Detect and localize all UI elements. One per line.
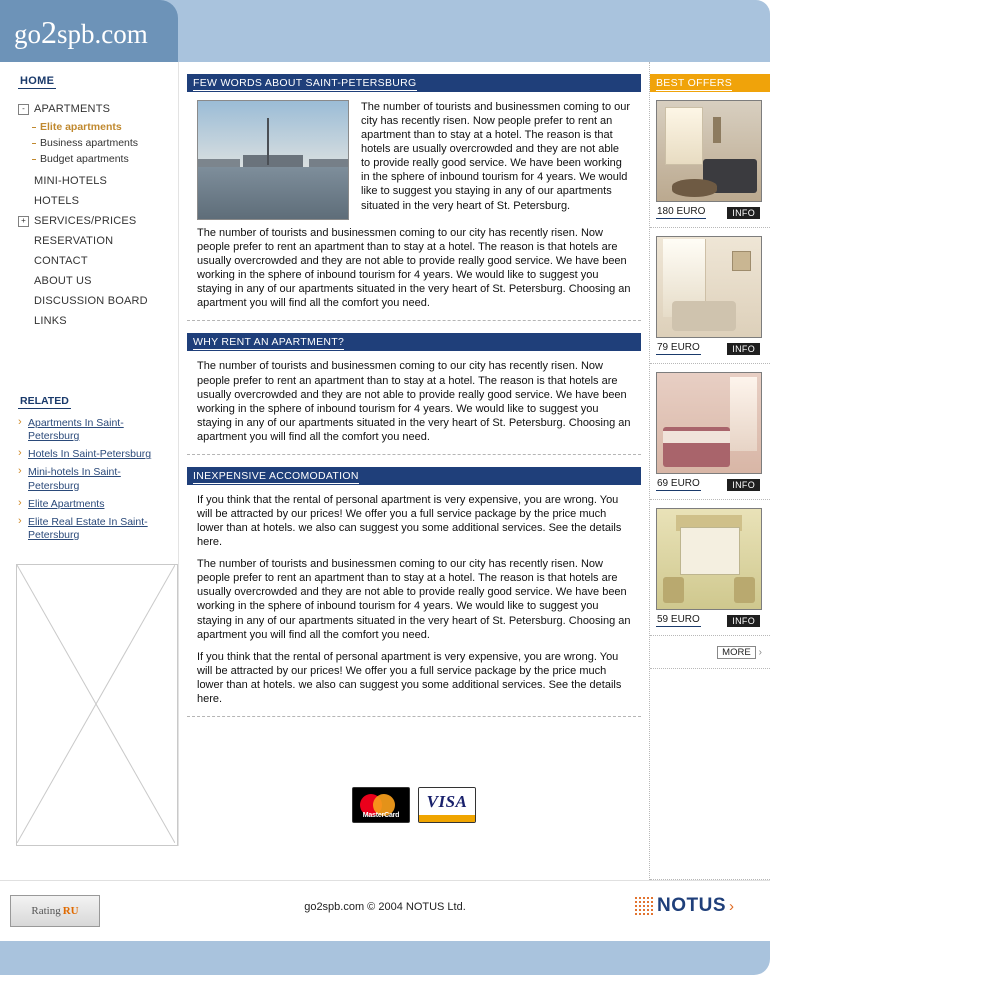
related-link[interactable]: › Apartments In Saint-Petersburg — [18, 417, 168, 443]
mastercard-label: MasterCard — [362, 812, 400, 820]
section-body-about — [187, 92, 641, 321]
offer-meta — [656, 206, 760, 219]
photo-building-left — [198, 159, 240, 167]
room-image-3 — [657, 373, 761, 473]
photo-building-right — [309, 159, 348, 167]
offer-item[interactable] — [650, 228, 770, 364]
notus-arrow-icon: › — [729, 897, 734, 915]
room-chair-right — [734, 577, 755, 603]
offer-meta — [656, 478, 760, 491]
offer-photo[interactable] — [656, 100, 762, 202]
notus-label: NOTUS — [657, 895, 726, 916]
more-offers-row — [650, 636, 770, 669]
main-content — [179, 62, 649, 837]
intro-wrap — [197, 100, 631, 226]
photo-building-center — [243, 155, 303, 167]
paragraph: If you think that the rental of personal apartment is very expensive, you are wrong. You will be attracted by our prices! We offer you a full service package by the price much lower than at hotels. we also can suggest you some additional services. See the details here. — [197, 650, 622, 705]
nav-home[interactable]: HOME — [20, 75, 55, 87]
body-wrapper — [0, 62, 770, 880]
section-title: WHY RENT AN APARTMENT? — [193, 336, 345, 349]
offer-info-button[interactable]: INFO — [727, 207, 760, 219]
room-image-1 — [657, 101, 761, 201]
best-offers-title — [650, 74, 770, 92]
room-curtain — [730, 377, 757, 451]
sidebar-item-label: APARTMENTS — [34, 103, 111, 115]
site-logo — [14, 14, 148, 51]
sidebar-item-label: DISCUSSION BOARD — [34, 295, 148, 307]
logo-text-post: spb.com — [57, 19, 148, 49]
section-header-about — [187, 74, 641, 92]
sidebar-item-label: CONTACT — [34, 255, 88, 267]
counter-suffix: RU — [62, 905, 79, 917]
saint-petersburg-photo — [197, 100, 349, 220]
sidebar-subitem-elite-apartments[interactable]: Elite apartments — [32, 119, 178, 135]
paragraph: The number of tourists and businessmen coming to our city has recently risen. Now people prefer to rent an apartment than to stay at a hotel. The reason is that hotels are usually overcrowded and they are not able to provide really good service. We have been working in the sphere of inbound tourism for 4 years. We would like to suggest you staying in any of our apartments situated in the very heart of St. Petersburg. Choosing an apartment you will find all the comfort you need. — [197, 227, 631, 310]
room-sofa — [672, 301, 736, 331]
offer-info-button[interactable]: INFO — [727, 343, 760, 355]
paragraph: The number of tourists and businessmen coming to our city has recently risen. Now people prefer to rent an apartment than to stay at a hotel. The reason is that hotels are usually overcrowded and they are not able to provide really good service. We have been working in the sphere of inbound tourism for 4 years. We would like to suggest you staying in any of our apartments situated in the very heart of St. Petersburg. Choosing an apartment you will find all the comfort you need. — [197, 558, 631, 641]
counter-label: Rating — [31, 905, 61, 917]
expand-toggle-icon[interactable]: + — [18, 216, 29, 227]
banner-placeholder[interactable] — [16, 564, 178, 846]
left-sidebar — [0, 62, 179, 846]
room-window — [665, 107, 702, 165]
placeholder-cross-icon — [17, 565, 175, 843]
logo-text-2: 2 — [41, 14, 57, 50]
room-picture — [732, 251, 751, 271]
sidebar-item-links[interactable] — [18, 311, 178, 331]
footer-bar — [0, 941, 770, 975]
offer-photo[interactable] — [656, 236, 762, 338]
payment-logos — [187, 787, 641, 823]
more-button[interactable]: MORE — [717, 646, 756, 659]
related-link[interactable]: › Mini-hotels In Saint-Petersburg — [18, 466, 168, 492]
offer-price: 59 EURO — [657, 614, 700, 625]
sidebar-item-mini-hotels[interactable] — [18, 171, 178, 191]
offer-item[interactable] — [650, 92, 770, 228]
sidebar-item-label: HOTELS — [34, 195, 80, 207]
best-offers-sidebar — [649, 62, 770, 880]
offers-spacer — [650, 669, 770, 880]
offer-info-button[interactable]: INFO — [727, 615, 760, 627]
related-link[interactable]: › Hotels In Saint-Petersburg — [18, 448, 168, 461]
main-navigation — [0, 62, 178, 331]
sidebar-item-label: ABOUT US — [34, 275, 92, 287]
offer-meta — [656, 342, 760, 355]
offer-item[interactable] — [650, 500, 770, 636]
section-header-why-rent — [187, 333, 641, 351]
sidebar-item-apartments[interactable] — [18, 99, 178, 119]
site-footer — [0, 880, 770, 941]
paragraph: The number of tourists and businessmen coming to our city has recently risen. Now people prefer to rent an apartment than to stay at a hotel. The reason is that hotels are usually overcrowded and they are not able to provide really good service. We have been working in the sphere of inbound tourism for 4 years. We would like to suggest you staying in any of our apartments situated in the very heart of St. Petersburg. — [361, 101, 631, 212]
photo-spire — [267, 118, 269, 165]
notus-dots-icon — [634, 896, 654, 916]
chevron-right-icon: › — [758, 647, 762, 658]
visa-bar — [419, 815, 475, 822]
offer-price: 79 EURO — [657, 342, 700, 353]
room-bed-linen — [663, 431, 730, 443]
related-link[interactable]: › Elite Real Estate In Saint-Petersburg — [18, 516, 168, 542]
sidebar-item-discussion-board[interactable] — [18, 291, 178, 311]
sidebar-item-about-us[interactable] — [18, 271, 178, 291]
room-chair-left — [663, 577, 684, 603]
site-header — [0, 0, 770, 62]
collapse-toggle-icon[interactable]: - — [18, 104, 29, 115]
notus-logo[interactable] — [634, 895, 734, 917]
related-link[interactable]: › Elite Apartments — [18, 498, 168, 511]
visa-label: VISA — [426, 791, 468, 811]
sidebar-item-reservation[interactable] — [18, 231, 178, 251]
sidebar-item-label: LINKS — [34, 315, 67, 327]
offer-photo[interactable] — [656, 508, 762, 610]
paragraph: The number of tourists and businessmen coming to our city has recently risen. Now people prefer to rent an apartment than to stay at a hotel. The reason is that hotels are usually overcrowded and they are not able to provide really good service. We have been working in the sphere of inbound tourism for 4 years. We would like to suggest you staying in any of our apartments situated in the very heart of St. Petersburg. Choosing an apartment you will find all the comfort you need. — [197, 360, 631, 443]
sidebar-item-hotels[interactable] — [18, 191, 178, 211]
copyright-text: go2spb.com © 2004 NOTUS Ltd. — [304, 901, 466, 913]
sidebar-item-services-prices[interactable] — [18, 211, 178, 231]
offer-price: 69 EURO — [657, 478, 700, 489]
photo-water — [198, 167, 348, 219]
sidebar-item-label: SERVICES/PRICES — [34, 215, 137, 227]
room-image-2 — [657, 237, 761, 337]
room-bed — [680, 527, 740, 575]
sidebar-item-contact[interactable] — [18, 251, 178, 271]
visa-top — [419, 788, 475, 815]
room-image-4 — [657, 509, 761, 609]
related-block — [18, 391, 168, 542]
section-body-inexpensive — [187, 485, 641, 717]
visa-icon — [418, 787, 476, 823]
sidebar-subitem-budget-apartments[interactable]: Budget apartments — [32, 151, 178, 167]
sidebar-item-label: MINI-HOTELS — [34, 175, 108, 187]
section-title: FEW WORDS ABOUT SAINT-PETERSBURG — [193, 77, 417, 89]
offer-item[interactable] — [650, 364, 770, 500]
mastercard-icon — [352, 787, 410, 823]
apartments-submenu — [18, 119, 178, 167]
sidebar-subitem-business-apartments[interactable]: Business apartments — [32, 135, 178, 151]
offers-title-text: BEST OFFERS — [656, 77, 733, 89]
section-header-inexpensive — [187, 467, 641, 485]
related-title: RELATED — [20, 395, 69, 407]
sidebar-item-label: RESERVATION — [34, 235, 114, 247]
paragraph: If you think that the rental of personal apartment is very expensive, you are wrong. You will be attracted by our prices! We offer you a full service package by the price much lower than at hotels. we also can suggest you some additional services. See the details here. — [197, 493, 622, 549]
section-body-why-rent — [187, 351, 641, 454]
offer-price: 180 EURO — [657, 206, 706, 217]
logo-text-pre: go — [14, 19, 41, 49]
logo-box[interactable] — [0, 0, 178, 62]
offer-meta — [656, 614, 760, 627]
room-table — [672, 179, 718, 197]
room-lamp — [713, 117, 721, 143]
section-title: INEXPENSIVE ACCOMODATION — [193, 469, 359, 482]
offer-photo[interactable] — [656, 372, 762, 474]
offer-info-button[interactable]: INFO — [727, 479, 760, 491]
